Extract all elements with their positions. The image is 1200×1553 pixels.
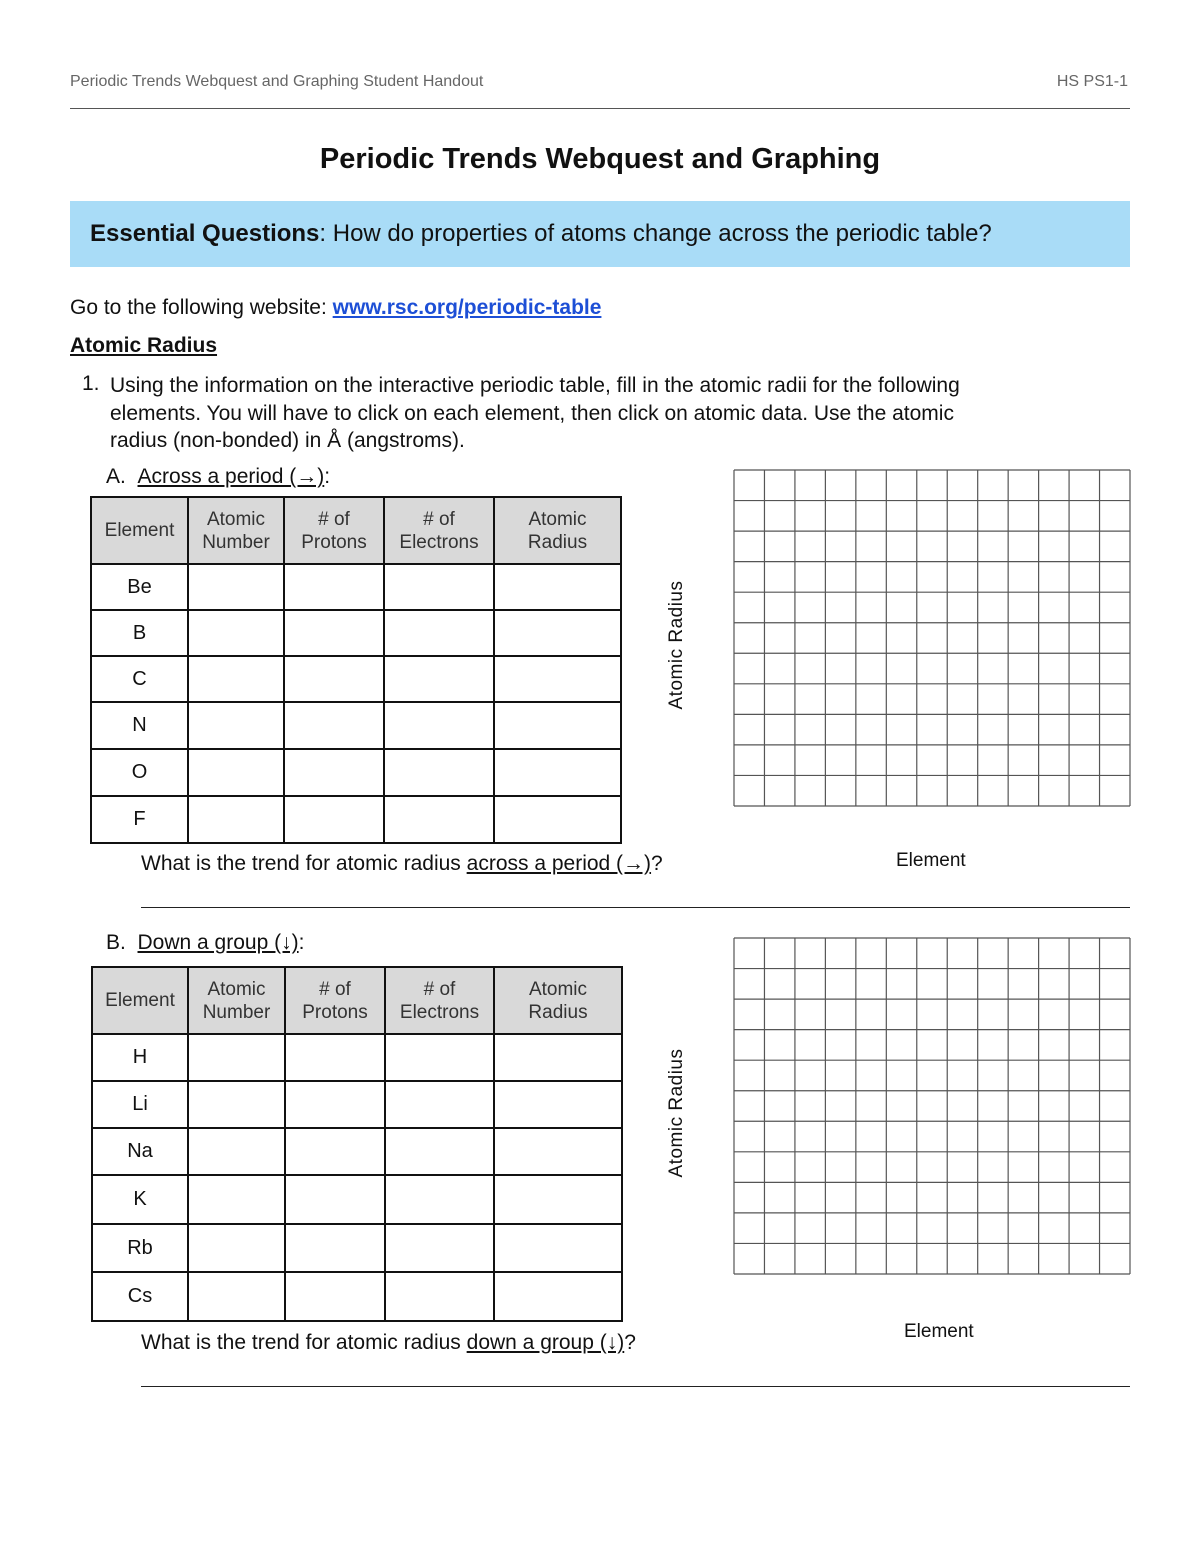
answer-cell[interactable] [384, 749, 494, 796]
question-mark: ? [624, 1331, 636, 1354]
answer-cell[interactable] [188, 1175, 285, 1224]
column-header-line: Protons [301, 531, 367, 553]
column-header-line: Number [202, 531, 270, 553]
column-header-line: Atomic [528, 978, 588, 1000]
answer-cell[interactable] [188, 656, 284, 702]
table-header-row [92, 967, 622, 1034]
column-header-line: Protons [302, 1001, 368, 1023]
question-number: 1. [82, 372, 100, 395]
answer-cell[interactable] [385, 1128, 494, 1175]
element-symbol-cell: Na [92, 1128, 188, 1175]
column-header [91, 497, 188, 564]
column-header [285, 967, 385, 1034]
element-symbol-cell: O [91, 749, 188, 796]
column-header-line: # of [318, 508, 350, 530]
column-header-line: # of [423, 978, 456, 1000]
section-title-atomic-radius: Atomic Radius [70, 334, 218, 357]
answer-cell[interactable] [188, 796, 284, 843]
graph-a-y-axis-label: Atomic Radius [666, 580, 687, 710]
column-header-line: Radius [528, 1001, 588, 1023]
question-line: radius (non-bonded) in Å (angstroms). [110, 429, 465, 452]
answer-cell[interactable] [385, 1224, 494, 1272]
answer-cell[interactable] [494, 1081, 622, 1128]
answer-cell[interactable] [494, 564, 621, 610]
table-row [92, 1081, 622, 1128]
answer-cell[interactable] [494, 1224, 622, 1272]
website-line [70, 296, 601, 320]
question-prefix: What is the trend for atomic radius [141, 852, 467, 875]
answer-cell[interactable] [494, 610, 621, 656]
column-header [385, 967, 494, 1034]
element-symbol-cell: C [91, 656, 188, 702]
column-header [92, 967, 188, 1034]
answer-cell[interactable] [494, 796, 621, 843]
answer-cell[interactable] [385, 1034, 494, 1081]
answer-cell[interactable] [384, 656, 494, 702]
answer-cell[interactable] [384, 610, 494, 656]
table-row [91, 656, 621, 702]
answer-cell[interactable] [284, 564, 384, 610]
column-header-line: # of [319, 978, 351, 1000]
column-header-line: Element [104, 520, 175, 541]
answer-cell[interactable] [285, 1175, 385, 1224]
part-a-letter: A. [106, 465, 126, 488]
answer-cell[interactable] [494, 656, 621, 702]
answer-cell[interactable] [385, 1081, 494, 1128]
column-header-line: Number [202, 1001, 271, 1023]
answer-cell[interactable] [188, 1224, 285, 1272]
answer-cell[interactable] [285, 1128, 385, 1175]
answer-cell[interactable] [188, 564, 284, 610]
element-symbol-cell: Be [91, 564, 188, 610]
down-group-graph-grid[interactable] [733, 937, 1131, 1275]
element-symbol-cell: B [91, 610, 188, 656]
question-emphasis: down a group (↓) [466, 1331, 625, 1354]
part-b-heading-text: Down a group (↓) [137, 931, 299, 954]
answer-cell[interactable] [494, 1034, 622, 1081]
answer-cell[interactable] [284, 702, 384, 749]
question-prefix: What is the trend for atomic radius [141, 1331, 467, 1354]
question-emphasis: across a period (→) [466, 852, 652, 875]
table-row [91, 610, 621, 656]
essential-questions-text [90, 220, 992, 248]
column-header-line: Electrons [399, 531, 479, 553]
answer-cell[interactable] [494, 749, 621, 796]
element-symbol-cell: N [91, 702, 188, 749]
answer-cell[interactable] [384, 796, 494, 843]
answer-cell[interactable] [285, 1224, 385, 1272]
column-header-line: Element [105, 990, 175, 1011]
graph-a-x-axis-label: Element [896, 850, 966, 871]
column-header [494, 967, 622, 1034]
column-header [384, 497, 494, 564]
answer-cell[interactable] [188, 1272, 285, 1321]
page-title: Periodic Trends Webquest and Graphing [319, 143, 881, 175]
part-a-trend-question [141, 852, 663, 876]
answer-cell[interactable] [385, 1272, 494, 1321]
part-a-heading-colon: : [324, 465, 331, 488]
table-row [91, 749, 621, 796]
answer-cell[interactable] [188, 1034, 285, 1081]
handout-header-title: Periodic Trends Webquest and Graphing Student Handout [70, 73, 484, 90]
answer-cell[interactable] [494, 1272, 622, 1321]
column-header-line: Atomic [207, 978, 266, 1000]
part-b-trend-question [141, 1331, 636, 1355]
graph-b-y-axis-label: Atomic Radius [666, 1048, 687, 1178]
handout-header-code: HS PS1-1 [1056, 73, 1128, 90]
question-line: elements. You will have to click on each element, then click on atomic data. Use the atomic [110, 401, 954, 425]
answer-cell[interactable] [494, 702, 621, 749]
answer-cell[interactable] [384, 702, 494, 749]
part-a-heading-text: Across a period (→) [137, 465, 325, 488]
answer-cell[interactable] [284, 796, 384, 843]
answer-cell[interactable] [284, 656, 384, 702]
table-row [92, 1224, 622, 1272]
question-mark: ? [651, 852, 663, 875]
element-symbol-cell: F [91, 796, 188, 843]
answer-cell[interactable] [494, 1175, 622, 1224]
column-header-line: Atomic [206, 508, 266, 530]
across-period-graph-grid[interactable] [733, 469, 1131, 807]
column-header-line: Radius [527, 531, 588, 553]
answer-cell[interactable] [188, 749, 284, 796]
table-row [92, 1175, 622, 1224]
column-header [284, 497, 384, 564]
element-symbol-cell: Cs [92, 1272, 188, 1321]
table-row [92, 1272, 622, 1321]
column-header-line: Atomic [528, 508, 587, 530]
answer-cell[interactable] [285, 1272, 385, 1321]
table-row [92, 1128, 622, 1175]
question-text [110, 372, 960, 455]
answer-cell[interactable] [385, 1175, 494, 1224]
column-header [188, 967, 285, 1034]
answer-cell[interactable] [188, 702, 284, 749]
part-a-heading [106, 465, 330, 489]
column-header [188, 497, 284, 564]
essential-questions-label: Essential Questions [90, 220, 320, 247]
element-symbol-cell: K [92, 1175, 188, 1224]
table-row [91, 564, 621, 610]
element-symbol-cell: Rb [92, 1224, 188, 1272]
answer-cell[interactable] [285, 1081, 385, 1128]
part-b-heading [106, 931, 304, 955]
table-row [92, 1034, 622, 1081]
element-symbol-cell: H [92, 1034, 188, 1081]
column-header-line: # of [423, 508, 455, 530]
answer-cell[interactable] [188, 1081, 285, 1128]
part-a-answer-line[interactable] [141, 907, 1130, 908]
down-group-table [91, 966, 623, 1322]
website-link[interactable]: www.rsc.org/periodic-table [332, 296, 602, 319]
graph-b-x-axis-label: Element [904, 1321, 974, 1342]
answer-cell[interactable] [284, 610, 384, 656]
column-header [494, 497, 621, 564]
answer-cell[interactable] [284, 749, 384, 796]
answer-cell[interactable] [188, 610, 284, 656]
table-header-row [91, 497, 621, 564]
table-row [91, 702, 621, 749]
website-prefix: Go to the following website: [70, 296, 333, 319]
answer-cell[interactable] [494, 1128, 622, 1175]
part-b-heading-colon: : [298, 931, 305, 954]
answer-cell[interactable] [188, 1128, 285, 1175]
table-row [91, 796, 621, 843]
question-line: Using the information on the interactive periodic table, fill in the atomic radii for the following [110, 374, 960, 397]
across-period-table [90, 496, 622, 844]
essential-questions-body: : How do properties of atoms change across the periodic table? [319, 220, 992, 247]
part-b-answer-line[interactable] [141, 1386, 1130, 1387]
answer-cell[interactable] [285, 1034, 385, 1081]
column-header-line: Electrons [399, 1001, 480, 1023]
answer-cell[interactable] [384, 564, 494, 610]
element-symbol-cell: Li [92, 1081, 188, 1128]
header-divider [70, 108, 1130, 109]
part-b-letter: B. [106, 931, 126, 954]
